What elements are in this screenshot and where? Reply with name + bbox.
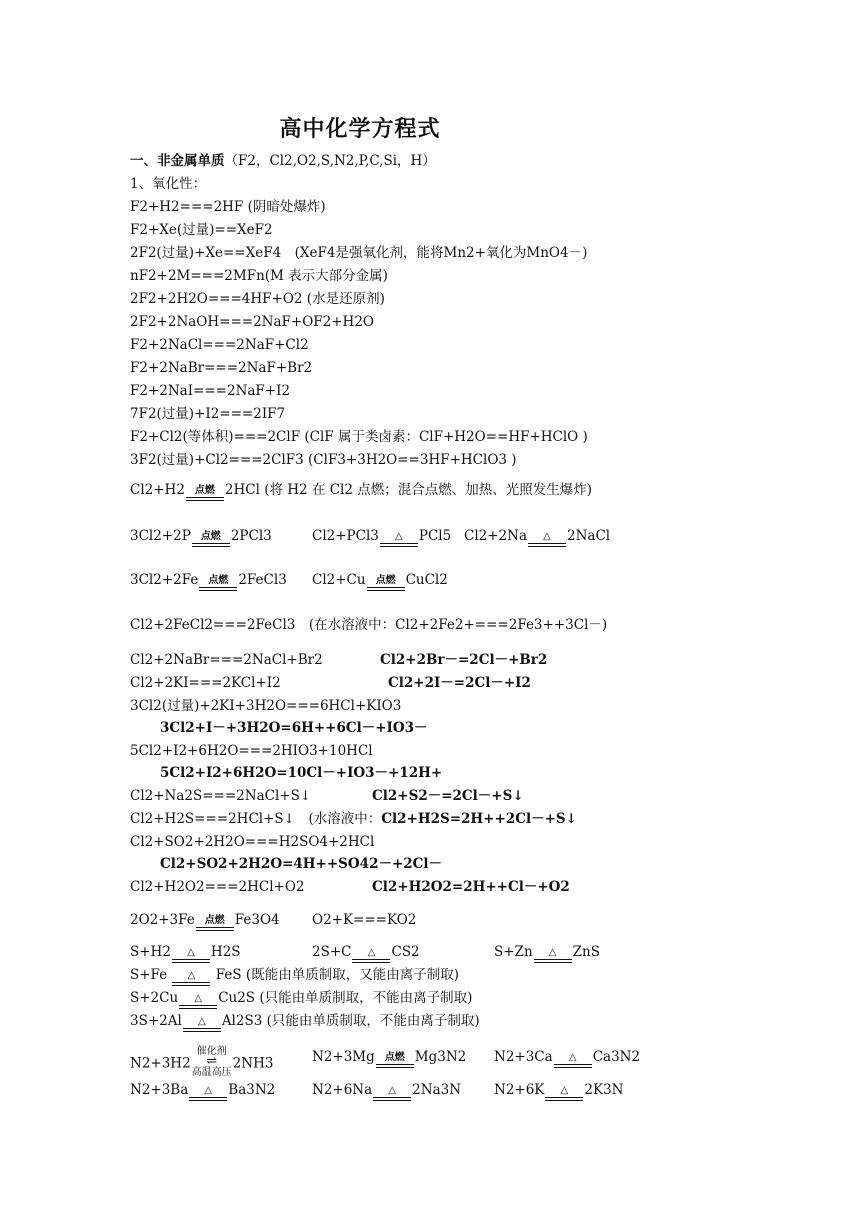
- equation-line: Cl2+2FeCl2===2FeCl3 (在水溶液中：Cl2+2Fe2+===2Fe3++3Cl－): [130, 617, 608, 633]
- ionic-equation-line: Cl2+2I－=2Cl－+I2: [388, 675, 531, 691]
- equation-line: 3Cl2(过量)+2KI+3H2O===6HCl+KIO3: [130, 698, 402, 714]
- equation-line: F2+2NaCl===2NaF+Cl2: [130, 337, 309, 353]
- condition-heat: △: [179, 994, 217, 1009]
- equation-line: 2O2+3Fe 点燃 Fe3O4: [130, 911, 280, 929]
- equation-line: Cl2+Cu 点燃 CuCl2: [312, 571, 448, 589]
- condition-heat: △: [352, 948, 390, 963]
- section-heading-label: 一、非金属单质: [130, 153, 225, 169]
- ionic-equation-line: Cl2+SO2+2H2O=4H++SO42－+2Cl－: [160, 856, 443, 872]
- equation-line: F2+2NaBr===2NaF+Br2: [130, 360, 313, 376]
- ionic-equation-inline: Cl2+H2S=2H++2Cl－+S↓: [381, 811, 577, 827]
- condition-ignite: 点燃: [367, 576, 405, 591]
- ionic-equation-line: Cl2+2Br－=2Cl－+Br2: [380, 652, 548, 668]
- equation-line: 3Cl2+2Fe 点燃 2FeCl3: [130, 571, 287, 589]
- condition-ignite: 点燃: [196, 916, 234, 931]
- equation-line: Cl2+SO2+2H2O===H2SO4+2HCl: [130, 834, 375, 850]
- equation-line: S+Zn △ ZnS: [494, 943, 600, 961]
- equation-line: Cl2+H2O2===2HCl+O2: [130, 879, 305, 895]
- equation-line: 2F2+2NaOH===2NaF+OF2+H2O: [130, 314, 374, 330]
- ionic-equation-line: 3Cl2+I－+3H2O=6H++6Cl－+IO3－: [160, 720, 428, 736]
- equation-line: Cl2+PCl3 △ PCl5: [312, 527, 451, 545]
- condition-heat: △: [172, 948, 210, 963]
- equation-line: 7F2(过量)+I2===2IF7: [130, 406, 286, 422]
- condition-heat: △: [545, 1086, 583, 1101]
- equation-line: N2+6Na △ 2Na3N: [312, 1081, 461, 1099]
- equation-line: Cl2+Na2S===2NaCl+S↓: [130, 788, 312, 804]
- equation-line: 2F2(过量)+Xe==XeF4 (XeF4是强氧化剂，能将Mn2+氧化为MnO4－): [130, 245, 588, 261]
- equation-line: F2+H2===2HF (阴暗处爆炸): [130, 199, 326, 215]
- equation-line: F2+Xe(过量)==XeF2: [130, 222, 273, 238]
- equation-line: 3F2(过量)+Cl2===2ClF3 (ClF3+3H2O==3HF+HClO3 ): [130, 452, 517, 468]
- equation-line: Cl2+H2S===2HCl+S↓ (水溶液中：Cl2+H2S=2H++2Cl－+S↓: [130, 811, 577, 827]
- equation-line: N2+6K △ 2K3N: [494, 1081, 623, 1099]
- equation-line: F2+Cl2(等体积)===2ClF (ClF 属于类卤素：ClF+H2O==HF+HClO ): [130, 429, 588, 445]
- condition-ignite: 点燃: [199, 576, 237, 591]
- condition-heat: △: [172, 971, 210, 986]
- equation-line: S+Fe △ FeS (既能由单质制取，又能由离子制取): [130, 966, 459, 984]
- equation-line: 5Cl2+I2+6H2O===2HIO3+10HCl: [130, 743, 373, 759]
- condition-heat: △: [534, 948, 572, 963]
- condition-heat: △: [380, 532, 418, 547]
- condition-heat: △: [373, 1086, 411, 1101]
- equation-line: Cl2+2Na △ 2NaCl: [464, 527, 610, 545]
- condition-heat: △: [554, 1053, 592, 1068]
- equation-line: 3Cl2+2P 点燃 2PCl3: [130, 527, 272, 545]
- condition-reversible: 催化剂 ⇌ 高温高压: [191, 1046, 232, 1078]
- equation-line: N2+3Ba △ Ba3N2: [130, 1081, 275, 1099]
- equation-line: 2S+C △ CS2: [312, 943, 420, 961]
- equation-line: S+H2 △ H2S: [130, 943, 241, 961]
- page-title: 高中化学方程式: [279, 117, 441, 142]
- equation-line: N2+3Ca △ Ca3N2: [494, 1048, 640, 1066]
- equation-line: N2+3Mg 点燃 Mg3N2: [312, 1048, 466, 1066]
- equation-line: 3S+2Al △ Al2S3 (只能由单质制取，不能由离子制取): [130, 1012, 480, 1030]
- ionic-equation-line: Cl2+S2－=2Cl－+S↓: [372, 788, 524, 804]
- equation-line: F2+2NaI===2NaF+I2: [130, 383, 291, 399]
- condition-ignite: 点燃: [376, 1053, 414, 1068]
- ionic-equation-line: Cl2+H2O2=2H++Cl－+O2: [372, 879, 570, 895]
- subsection-heading: 1、氧化性：: [130, 176, 207, 192]
- condition-ignite: 点燃: [186, 486, 224, 501]
- equation-line: O2+K===KO2: [312, 912, 417, 928]
- section-heading-items: （F2，Cl2,O2,S,N2,P,C,Si，H）: [224, 153, 436, 169]
- equation-line: Cl2+H2 点燃 2HCl (将 H2 在 Cl2 点燃；混合点燃、加热、光照发生爆炸): [130, 481, 592, 499]
- equation-line: S+2Cu △ Cu2S (只能由单质制取，不能由离子制取): [130, 989, 472, 1007]
- condition-heat: △: [183, 1017, 221, 1032]
- ionic-equation-line: 5Cl2+I2+6H2O=10Cl－+IO3－+12H+: [160, 765, 443, 781]
- equation-line: Cl2+2KI===2KCl+I2: [130, 675, 281, 691]
- section-heading: [130, 152, 436, 170]
- equation-line: nF2+2M===2MFn(M 表示大部分金属): [130, 268, 388, 284]
- equation-line: N2+3H2 催化剂 ⇌ 高温高压 2NH3: [130, 1046, 274, 1078]
- equation-line: Cl2+2NaBr===2NaCl+Br2: [130, 652, 323, 668]
- condition-ignite: 点燃: [192, 532, 230, 547]
- condition-heat: △: [189, 1086, 227, 1101]
- condition-heat: △: [528, 532, 566, 547]
- equation-line: 2F2+2H2O===4HF+O2 (水是还原剂): [130, 291, 385, 307]
